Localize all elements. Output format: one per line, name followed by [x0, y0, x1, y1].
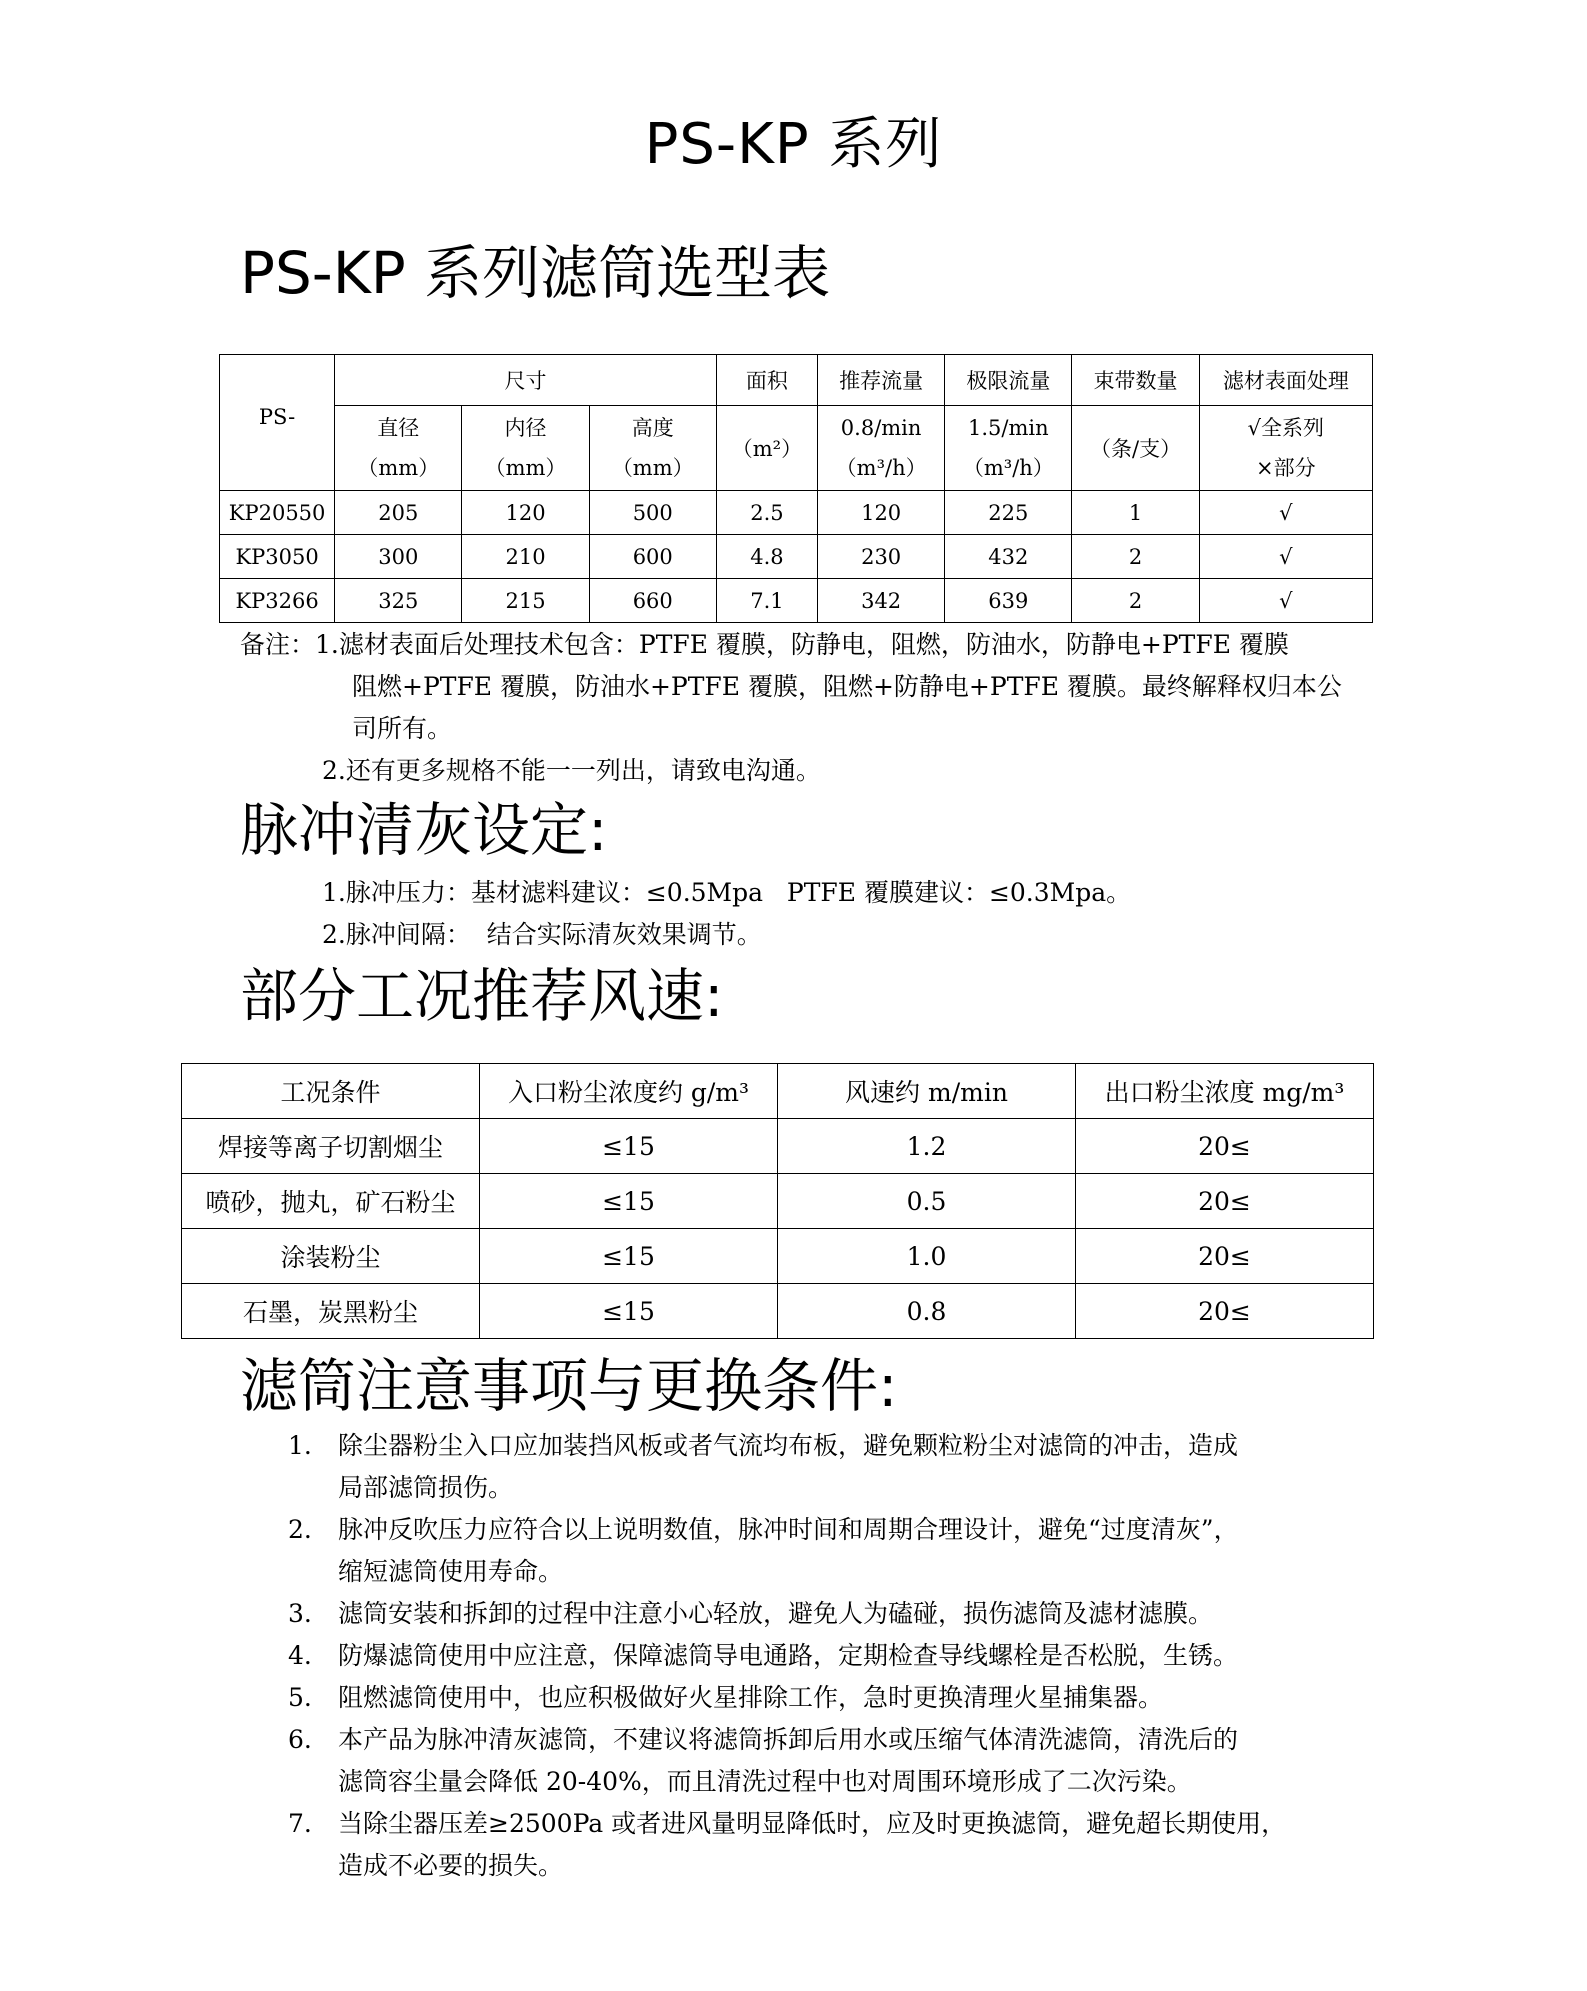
recommended-flow-cell: 230 — [818, 535, 945, 579]
wind-speed-cell: 0.5 — [778, 1174, 1076, 1229]
list-item: 5. 阻燃滤筒使用中，也应积极做好火星排除工作，急时更换清理火星捕集器。 — [288, 1683, 1164, 1712]
max-flow-cell: 432 — [945, 535, 1072, 579]
notes-block — [240, 624, 1342, 792]
notes-label: 备注： — [240, 630, 316, 659]
table-row — [220, 491, 1373, 535]
table-row — [220, 579, 1373, 623]
max-flow-header: 极限流量 — [945, 355, 1072, 406]
note-1-line-2: 阻燃+PTFE 覆膜，防油水+PTFE 覆膜，阻燃+防静电+PTFE 覆膜。最终解释权归本公 — [352, 672, 1342, 701]
band-count-header: 束带数量 — [1072, 355, 1199, 406]
list-item: 6. 本产品为脉冲清灰滤筒，不建议将滤筒拆卸后用水或压缩气体清洗滤筒，清洗后的 滤筒容尘量会降低 20-40%，而且清洗过程中也对周围环境形成了二次污染。 — [288, 1725, 1239, 1796]
inner-diameter-cell: 120 — [462, 491, 589, 535]
max-flow-cell: 225 — [945, 491, 1072, 535]
diameter-cell: 300 — [335, 535, 462, 579]
recommended-flow-cell: 120 — [818, 491, 945, 535]
pulse-item-2: 2.脉冲间隔： 结合实际清灰效果调节。 — [322, 920, 762, 949]
model-cell: KP3266 — [220, 579, 335, 623]
model-cell: KP20550 — [220, 491, 335, 535]
inlet-concentration-cell: ≤15 — [480, 1284, 778, 1339]
table-row — [182, 1119, 1374, 1174]
wind-speed-cell: 1.0 — [778, 1229, 1076, 1284]
outlet-concentration-header: 出口粉尘浓度 mg/m³ — [1076, 1064, 1374, 1119]
page-title: PS-KP 系列 — [644, 112, 943, 177]
condition-cell: 喷砂，抛丸，矿石粉尘 — [182, 1174, 480, 1229]
band-count-cell: 1 — [1072, 491, 1199, 535]
area-cell: 2.5 — [716, 491, 817, 535]
recommended-flow-unit: 0.8/min （m³/h） — [818, 406, 945, 491]
model-prefix-header: PS- — [220, 355, 335, 491]
area-cell: 7.1 — [716, 579, 817, 623]
height-cell: 600 — [589, 535, 716, 579]
list-item: 7. 当除尘器压差≥2500Pa 或者进风量明显降低时，应及时更换滤筒，避免超长期使用， 造成不必要的损失。 — [288, 1809, 1287, 1880]
note-1-line-3: 司所有。 — [352, 714, 453, 743]
area-header: 面积 — [716, 355, 817, 406]
diameter-cell: 325 — [335, 579, 462, 623]
condition-cell: 石墨，炭黑粉尘 — [182, 1284, 480, 1339]
height-header: 高度 （mm） — [589, 406, 716, 491]
surface-legend: √全系列 ×部分 — [1199, 406, 1372, 491]
inner-diameter-cell: 215 — [462, 579, 589, 623]
inlet-concentration-cell: ≤15 — [480, 1229, 778, 1284]
area-unit: （m²） — [716, 406, 817, 491]
model-cell: KP3050 — [220, 535, 335, 579]
selection-table-heading: PS-KP 系列滤筒选型表 — [240, 239, 831, 307]
condition-header: 工况条件 — [182, 1064, 480, 1119]
diameter-header: 直径 （mm） — [335, 406, 462, 491]
wind-speed-cell: 1.2 — [778, 1119, 1076, 1174]
table-row — [182, 1174, 1374, 1229]
outlet-concentration-cell: 20≤ — [1076, 1284, 1374, 1339]
pulse-heading: 脉冲清灰设定: — [240, 796, 608, 864]
recommended-flow-cell: 342 — [818, 579, 945, 623]
band-count-cell: 2 — [1072, 535, 1199, 579]
inner-diameter-header: 内径 （mm） — [462, 406, 589, 491]
surface-treatment-header: 滤材表面处理 — [1199, 355, 1372, 406]
size-header: 尺寸 — [335, 355, 717, 406]
area-cell: 4.8 — [716, 535, 817, 579]
surface-cell: √ — [1199, 579, 1372, 623]
inlet-concentration-cell: ≤15 — [480, 1174, 778, 1229]
band-unit: （条/支） — [1072, 406, 1199, 491]
list-item: 3. 滤筒安装和拆卸的过程中注意小心轻放，避免人为磕碰，损伤滤筒及滤材滤膜。 — [288, 1599, 1214, 1628]
inner-diameter-cell: 210 — [462, 535, 589, 579]
notice-list — [288, 1425, 1388, 1887]
inlet-concentration-header: 入口粉尘浓度约 g/m³ — [480, 1064, 778, 1119]
notice-heading: 滤筒注意事项与更换条件: — [240, 1352, 898, 1420]
outlet-concentration-cell: 20≤ — [1076, 1229, 1374, 1284]
diameter-cell: 205 — [335, 491, 462, 535]
wind-speed-table — [181, 1063, 1374, 1339]
condition-cell: 涂装粉尘 — [182, 1229, 480, 1284]
height-cell: 660 — [589, 579, 716, 623]
table-header-row — [182, 1064, 1374, 1119]
note-2: 2.还有更多规格不能一一列出，请致电沟通。 — [322, 756, 821, 785]
table-row — [182, 1284, 1374, 1339]
surface-cell: √ — [1199, 535, 1372, 579]
table-row — [182, 1229, 1374, 1284]
list-item: 4. 防爆滤筒使用中应注意，保障滤筒导电通路，定期检查导线螺栓是否松脱，生锈。 — [288, 1641, 1239, 1670]
table-row — [220, 535, 1373, 579]
recommended-flow-header: 推荐流量 — [818, 355, 945, 406]
note-1-line-1: 1.滤材表面后处理技术包含：PTFE 覆膜，防静电，阻燃，防油水，防静电+PTFE 覆膜 — [315, 630, 1289, 659]
band-count-cell: 2 — [1072, 579, 1199, 623]
wind-speed-heading: 部分工况推荐风速: — [240, 962, 724, 1030]
max-flow-unit: 1.5/min （m³/h） — [945, 406, 1072, 491]
outlet-concentration-cell: 20≤ — [1076, 1174, 1374, 1229]
height-cell: 500 — [589, 491, 716, 535]
wind-speed-header: 风速约 m/min — [778, 1064, 1076, 1119]
wind-speed-cell: 0.8 — [778, 1284, 1076, 1339]
selection-table — [219, 354, 1373, 623]
outlet-concentration-cell: 20≤ — [1076, 1119, 1374, 1174]
condition-cell: 焊接等离子切割烟尘 — [182, 1119, 480, 1174]
list-item: 2. 脉冲反吹压力应符合以上说明数值，脉冲时间和周期合理设计，避免“过度清灰”， 缩短滤筒使用寿命。 — [288, 1515, 1239, 1586]
surface-cell: √ — [1199, 491, 1372, 535]
max-flow-cell: 639 — [945, 579, 1072, 623]
list-item: 1. 除尘器粉尘入口应加装挡风板或者气流均布板，避免颗粒粉尘对滤筒的冲击，造成 局部滤筒损伤。 — [288, 1431, 1239, 1502]
pulse-item-1: 1.脉冲压力：基材滤料建议：≤0.5Mpa PTFE 覆膜建议：≤0.3Mpa。 — [322, 878, 1132, 907]
inlet-concentration-cell: ≤15 — [480, 1119, 778, 1174]
